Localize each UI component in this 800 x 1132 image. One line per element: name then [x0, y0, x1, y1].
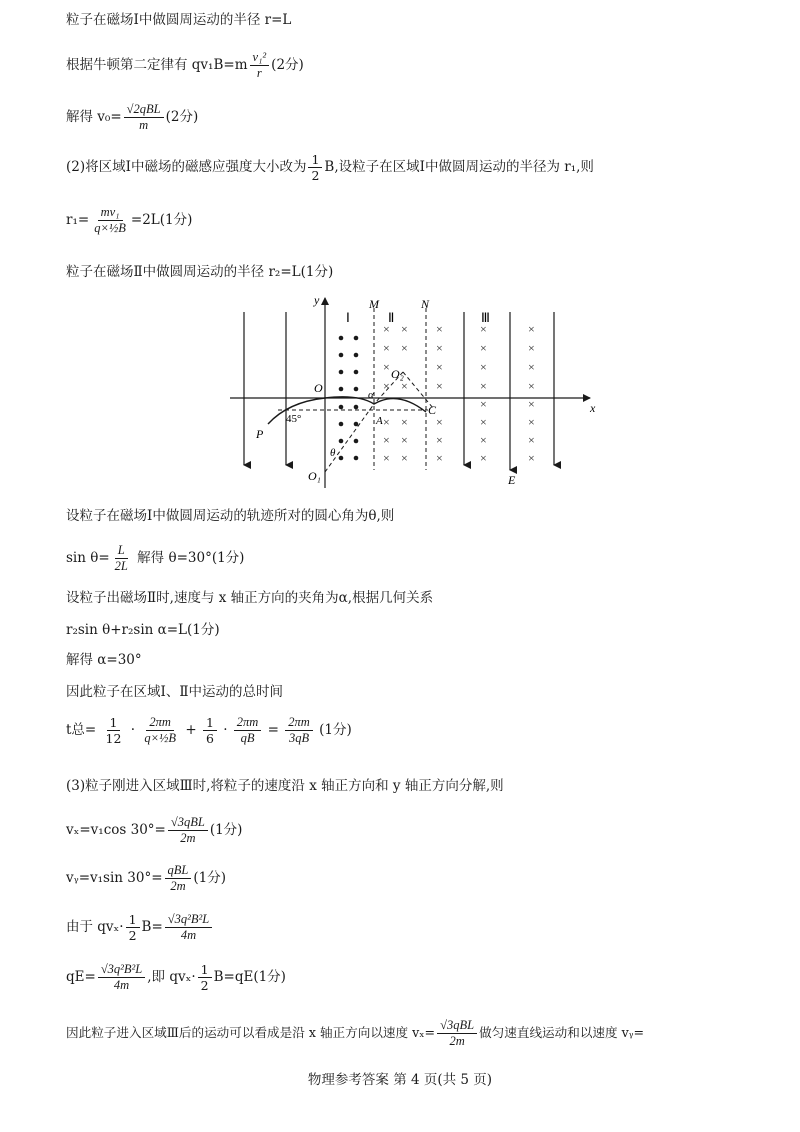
text-line-angle-theta: 设粒子在磁场Ⅰ中做圆周运动的轨迹所对的圆心角为θ,则: [66, 508, 395, 524]
label-E: E: [508, 473, 516, 487]
magnetic-field-in-crosses: [383, 322, 535, 465]
svg-text:×: ×: [528, 451, 535, 465]
fraction: $\frac{\text{√3qBL}}{2m}$: [437, 1018, 477, 1049]
svg-text:×: ×: [480, 379, 487, 393]
svg-text:×: ×: [528, 322, 535, 336]
fraction: $\frac{1}{2}$: [198, 962, 212, 993]
label-C: C: [428, 403, 437, 417]
fraction: $\frac{\text{√2qBL}}{m}$: [124, 102, 164, 133]
fraction: $\frac{\text{v₁²}}{r}$: [250, 50, 270, 81]
label-theta: θ: [330, 447, 336, 459]
text-line-t-total: t总= $\frac{1}{12}$ · $\frac{2\pi m}{\text{q×½B}}$ + $\frac{1}{6}$ · $\frac{2\pi m}{qB}$ = $\frac{2\pi m}{3qB}$ (1分): [66, 715, 352, 746]
svg-text:×: ×: [383, 451, 390, 465]
fraction: $\frac{\text{√3q²B²L}}{4m}$: [165, 912, 212, 943]
label-O1: O₁: [308, 469, 321, 483]
fraction: $\frac{\text{√3qBL}}{2m}$: [168, 815, 208, 846]
svg-text:×: ×: [436, 379, 443, 393]
label-O2: O₂: [391, 367, 404, 381]
svg-text:×: ×: [383, 322, 390, 336]
text-line-solve-alpha: 解得 α=30°: [66, 652, 142, 668]
text-line-vx: vₓ=v₁cos 30°= $\frac{\text{√3qBL}}{2m}$ (1分): [66, 815, 243, 845]
svg-text:×: ×: [528, 415, 535, 429]
svg-text:×: ×: [480, 341, 487, 355]
text-line-part2: (2)将区域Ⅰ中磁场的磁感应强度大小改为 $\frac{1}{2}$ B,设粒子在区域Ⅰ中做圆周运动的半径为 r₁,则: [66, 152, 594, 183]
svg-text:×: ×: [401, 433, 408, 447]
svg-text:×: ×: [528, 341, 535, 355]
svg-text:×: ×: [436, 433, 443, 447]
fraction: $\frac{2\pi m}{3qB}$: [285, 715, 313, 746]
svg-text:×: ×: [383, 415, 390, 429]
svg-text:×: ×: [528, 433, 535, 447]
svg-text:×: ×: [383, 341, 390, 355]
svg-text:×: ×: [401, 322, 408, 336]
region-2-label: Ⅱ: [388, 310, 395, 325]
svg-text:×: ×: [436, 322, 443, 336]
svg-text:×: ×: [436, 360, 443, 374]
y-axis-label: y: [314, 293, 320, 307]
svg-text:×: ×: [401, 415, 408, 429]
text-line-alpha: 设粒子出磁场Ⅱ时,速度与 x 轴正方向的夹角为α,根据几何关系: [66, 590, 434, 606]
label-alpha: α: [368, 389, 374, 401]
svg-text:×: ×: [480, 433, 487, 447]
label-M: M: [369, 297, 379, 311]
svg-text:×: ×: [436, 341, 443, 355]
page-footer: 物理参考答案 第 4 页(共 5 页): [307, 1072, 493, 1088]
svg-text:×: ×: [480, 451, 487, 465]
label-A: A: [376, 415, 383, 427]
svg-text:×: ×: [528, 397, 535, 411]
text-line-newton: 根据牛顿第二定律有 qv₁B=m $\frac{\text{v₁²}}{r}$ (2分): [66, 50, 304, 80]
text-line-vy: vᵧ=v₁sin 30°= $\frac{\text{qBL}}{2m}$ (1分): [66, 863, 226, 893]
radius-line: [325, 404, 374, 472]
x-axis-label: x: [590, 401, 596, 415]
text-line-qE: qE= $\frac{\text{√3q²B²L}}{4m}$ ,即 qvₓ· $\frac{1}{2}$ B=qE(1分): [66, 962, 286, 993]
text-line-r1: r₁= $\frac{\text{mv₁}}{\text{q×½B}}$ =2L(1分): [66, 205, 193, 235]
svg-text:×: ×: [480, 397, 487, 411]
svg-text:×: ×: [401, 341, 408, 355]
label-O: O: [314, 381, 323, 395]
svg-text:×: ×: [401, 451, 408, 465]
text-line-r2: 粒子在磁场Ⅱ中做圆周运动的半径 r₂=L(1分): [66, 264, 334, 280]
region-3-label: Ⅲ: [481, 310, 490, 325]
fraction: $\frac{\text{qBL}}{2m}$: [165, 863, 192, 894]
svg-text:×: ×: [480, 322, 487, 336]
svg-text:×: ×: [436, 451, 443, 465]
fraction: $\frac{1}{2}$: [126, 912, 140, 943]
fraction: $\frac{L}{2L}$: [114, 543, 128, 573]
svg-text:×: ×: [383, 433, 390, 447]
svg-text:×: ×: [528, 379, 535, 393]
text-line-radius-r: 粒子在磁场Ⅰ中做圆周运动的半径 r=L: [66, 12, 292, 28]
text-line-solve-v0: 解得 v₀= $\frac{\text{√2qBL}}{m}$ (2分): [66, 102, 199, 132]
label-N: N: [421, 297, 430, 311]
svg-text:×: ×: [383, 360, 390, 374]
text-line-conclusion: 因此粒子进入区域Ⅲ后的运动可以看成是沿 x 轴正方向以速度 vₓ= $\frac{\text{√3qBL}}{2m}$ 做匀速直线运动和以速度 vᵧ=: [66, 1018, 645, 1048]
svg-text:×: ×: [480, 360, 487, 374]
text-line-sin-theta: sin θ= $\frac{L}{2L}$ 解得 θ=30°(1分): [66, 543, 245, 573]
svg-text:×: ×: [480, 415, 487, 429]
fraction: $\frac{\text{√3q²B²L}}{4m}$: [98, 962, 145, 993]
fraction: $\frac{1}{12}$: [105, 715, 122, 746]
fraction: $\frac{2\pi m}{\text{q×½B}}$: [144, 715, 177, 745]
text-line-geometry: r₂sin θ+r₂sin α=L(1分): [66, 622, 220, 638]
label-45-degrees: 45°: [286, 413, 302, 425]
region-1-label: Ⅰ: [346, 310, 350, 325]
text-line-total-time: 因此粒子在区域Ⅰ、Ⅱ中运动的总时间: [66, 684, 284, 700]
physics-diagram: [228, 290, 608, 490]
svg-text:×: ×: [528, 360, 535, 374]
fraction: $\frac{\text{mv₁}}{\text{q×½B}}$: [94, 205, 126, 235]
fraction: $\frac{1}{6}$: [203, 715, 217, 746]
text-line-part3: (3)粒子刚进入区域Ⅲ时,将粒子的速度沿 x 轴正方向和 y 轴正方向分解,则: [66, 778, 504, 794]
svg-text:×: ×: [383, 379, 390, 393]
svg-text:×: ×: [436, 415, 443, 429]
svg-text:×: ×: [401, 379, 408, 393]
fraction: $\frac{2\pi m}{qB}$: [234, 715, 262, 746]
fraction: $\frac{1}{2}$: [308, 152, 322, 183]
label-P: P: [256, 427, 264, 441]
text-line-since: 由于 qvₓ· $\frac{1}{2}$ B= $\frac{\text{√3q²B²L}}{4m}$: [66, 912, 214, 943]
